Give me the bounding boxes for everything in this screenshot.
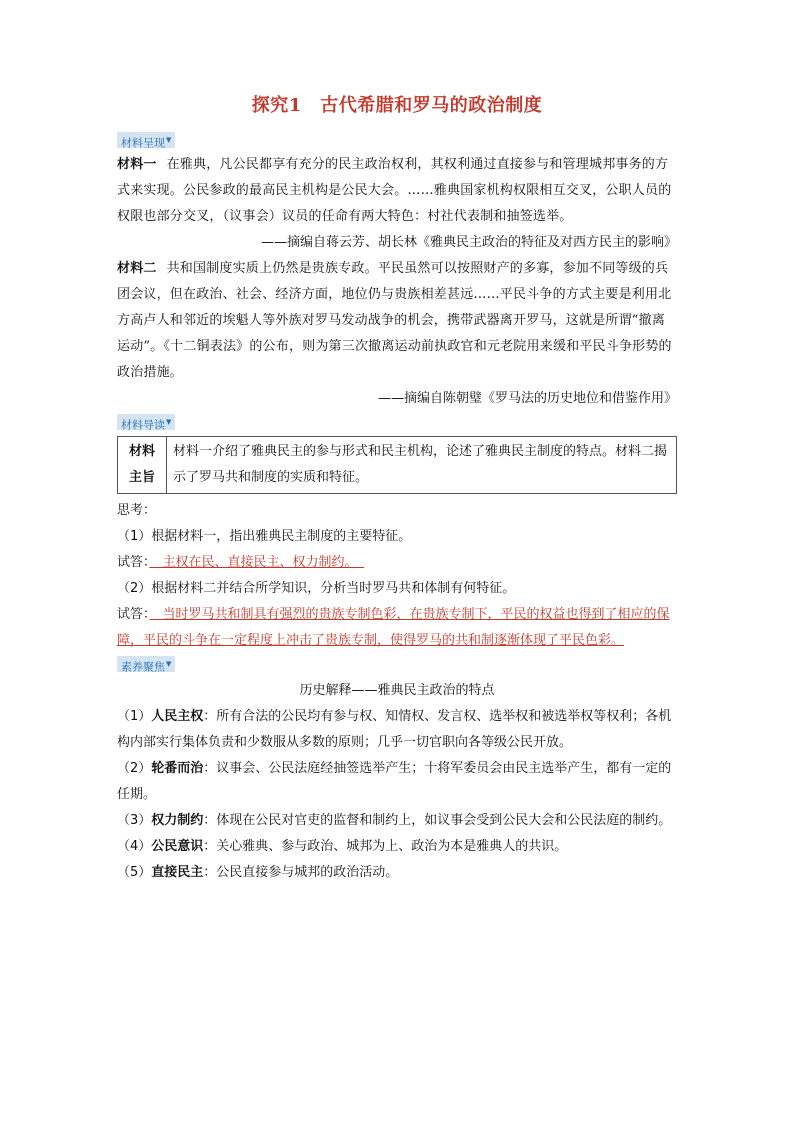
tag-presentation — [117, 132, 175, 148]
item-number: （4） — [117, 839, 152, 854]
tag-focus — [117, 656, 175, 672]
item-number: （5） — [117, 865, 152, 880]
item-number: （2） — [117, 761, 152, 776]
tag-guide — [117, 414, 175, 430]
guide-table — [117, 436, 677, 494]
answer-one-label: 试答： — [117, 555, 150, 570]
list-item — [117, 704, 677, 756]
material-one-text: 在雅典，凡公民都享有充分的民主政治权利，其权利通过直接参与和管理城邦事务的方式来实现。公民参政的最高民主机构是公民大会。……雅典国家机构权限相互交叉，公职人员的权限也部分交叉，（议事会）议员的任命有两大特色：村社代表制和抽签选举。 — [117, 157, 672, 224]
table-row — [118, 437, 677, 494]
guide-header-line2: 主旨 — [128, 470, 155, 485]
list-item — [117, 756, 677, 808]
answer-two-text: 当时罗马共和制具有强烈的贵族专制色彩，在贵族专制下，平民的权益也得到了相应的保障，平民的斗争在一定程度上冲击了贵族专制，使得罗马的共和制逐渐体现了平民色彩。 — [117, 607, 670, 648]
tag-focus-label: 素养聚焦 — [121, 660, 165, 674]
item-text: ：公民直接参与城邦的政治活动。 — [203, 865, 399, 880]
item-text: ：关心雅典、参与政治、城邦为上、政治为本是雅典人的共识。 — [203, 839, 568, 854]
list-item — [117, 834, 677, 860]
item-number: （3） — [117, 813, 152, 828]
material-two-label: 材料二 — [117, 261, 157, 276]
triangle-icon: ▼ — [166, 418, 172, 426]
answer-one-text: 主权在民、直接民主、权力制约。 — [149, 555, 365, 570]
item-key: 权力制约 — [151, 813, 204, 828]
material-one — [117, 152, 677, 230]
item-text: ：所有合法的公民均有参与权、知情权、发言权、选举权和被选举权等权利；各机构内部实行集体负责和少数服从多数的原则；几乎一切官职向各等级公民开放。 — [117, 709, 672, 750]
list-item — [117, 860, 677, 886]
item-text: ：体现在公民对官吏的监督和制约上，如议事会受到公民大会和公民法庭的制约。 — [203, 813, 672, 828]
material-two-source: ——摘编自陈朝璧《罗马法的历史地位和借鉴作用》 — [377, 391, 677, 406]
item-key: 轮番而治 — [151, 761, 204, 776]
material-one-source: ——摘编自蒋云芳、胡长林《雅典民主政治的特征及对西方民主的影响》 — [260, 235, 677, 250]
tag-guide-label: 材料导读 — [121, 418, 165, 432]
guide-content-cell: 材料一介绍了雅典民主的参与形式和民主机构，论述了雅典民主制度的特点。材料二揭示了罗马共和制度的实质和特征。 — [167, 437, 677, 494]
triangle-icon: ▼ — [166, 660, 172, 668]
item-text: ：议事会、公民法庭经抽签选举产生；十将军委员会由民主选举产生，都有一定的任期。 — [117, 761, 672, 802]
focus-heading: 历史解释——雅典民主政治的特点 — [299, 683, 495, 698]
answer-one — [117, 550, 677, 576]
think-label: 思考： — [117, 503, 157, 518]
item-key: 人民主权 — [151, 709, 204, 724]
question-two: （2）根据材料二并结合所学知识，分析当时罗马共和体制有何特征。 — [117, 581, 516, 596]
item-key: 公民意识 — [151, 839, 204, 854]
list-item — [117, 808, 677, 834]
answer-two-label: 试答： — [117, 607, 150, 622]
material-two — [117, 256, 677, 386]
page-title: 探究1 古代希腊和罗马的政治制度 — [251, 95, 543, 116]
material-two-text: 共和国制度实质上仍然是贵族专政。平民虽然可以按照财产的多寡，参加不同等级的兵团会议，但在政治、社会、经济方面，地位仍与贵族相差甚远……平民斗争的方式主要是利用北方高卢人和邻近的埃魁人等外族对罗马发动战争的机会，携带武器离开罗马，这就是所谓“撤离运动”。《十二铜表法》的公布，则为第三次撤离运动前执政官和元老院用来缓和平民斗争形势的政治措施。 — [117, 261, 672, 380]
triangle-icon: ▼ — [166, 136, 172, 144]
guide-header-line1: 材料 — [128, 444, 155, 459]
document-page — [117, 94, 677, 886]
answer-two — [117, 602, 677, 654]
material-one-label: 材料一 — [117, 157, 157, 172]
item-key: 直接民主 — [151, 865, 204, 880]
item-number: （1） — [117, 709, 152, 724]
question-one: （1）根据材料一，指出雅典民主制度的主要特征。 — [117, 529, 412, 544]
tag-presentation-label: 材料呈现 — [121, 136, 165, 150]
guide-header-cell — [118, 437, 167, 494]
